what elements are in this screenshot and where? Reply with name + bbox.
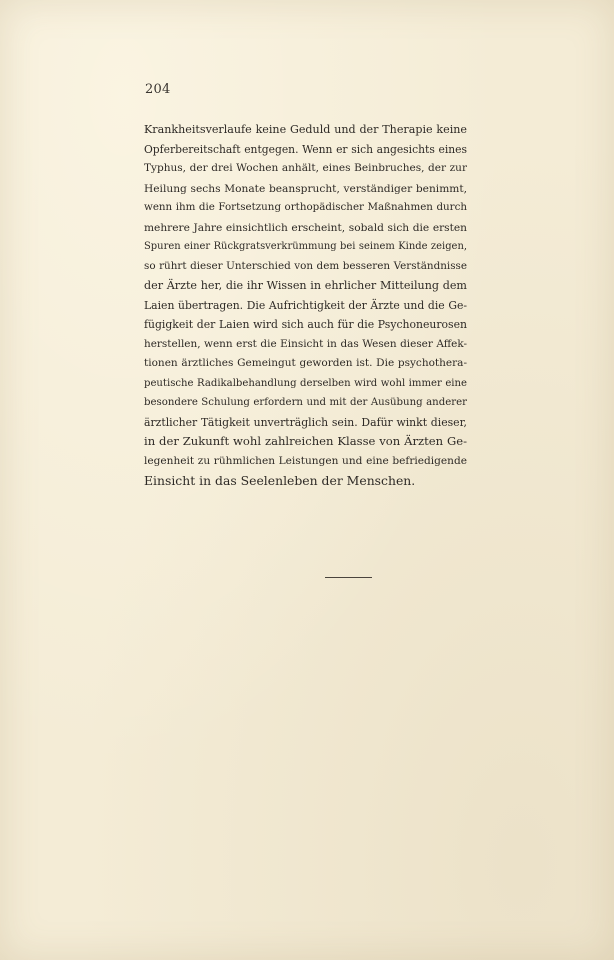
text-line: wenn ihm die Fortsetzung orthopädischer Maßnahmen durch (144, 201, 467, 213)
text-line: Heilung sechs Monate beansprucht, verständiger benimmt, (144, 181, 467, 195)
body-paragraph (144, 120, 467, 491)
text-line: Krankheitsverlaufe keine Geduld und der Therapie keine (144, 123, 467, 136)
text-line: fügigkeit der Laien wird sich auch für die Psychoneurosen (144, 318, 467, 331)
text-line: Spuren einer Rückgratsverkrümmung bei seinem Kinde zeigen, (144, 241, 467, 252)
text-line: ärztlicher Tätigkeit unverträglich sein. Dafür winkt dieser, (144, 415, 467, 429)
text-line: Typhus, der drei Wochen anhält, eines Beinbruches, der zur (144, 162, 467, 174)
text-line: Einsicht in das Seelenleben der Menschen. (144, 473, 416, 488)
end-rule-divider (325, 577, 372, 578)
text-line: legenheit zu rühmlichen Leistungen und eine befriedigende (144, 454, 467, 467)
text-line: so rührt dieser Unterschied von dem besseren Verständnisse (144, 259, 467, 272)
text-line: in der Zukunft wohl zahlreichen Klasse von Ärzten Ge- (144, 434, 467, 448)
text-line: Laien übertragen. Die Aufrichtigkeit der Ärzte und die Ge- (144, 298, 467, 312)
text-line: Opferbereitschaft entgegen. Wenn er sich angesichts eines (144, 142, 467, 156)
page-number: 204 (145, 82, 171, 97)
text-line: der Ärzte her, die ihr Wissen in ehrlicher Mitteilung dem (144, 279, 467, 292)
text-line: mehrere Jahre einsichtlich erscheint, sobald sich die ersten (144, 220, 467, 234)
text-line: besondere Schulung erfordern und mit der Ausübung anderer (144, 397, 467, 408)
text-line: peutische Radikalbehandlung derselben wird wohl immer eine (144, 377, 467, 389)
text-line: herstellen, wenn erst die Einsicht in das Wesen dieser Affek- (144, 337, 467, 350)
text-line: tionen ärztliches Gemeingut geworden ist. Die psychothera- (144, 357, 467, 369)
